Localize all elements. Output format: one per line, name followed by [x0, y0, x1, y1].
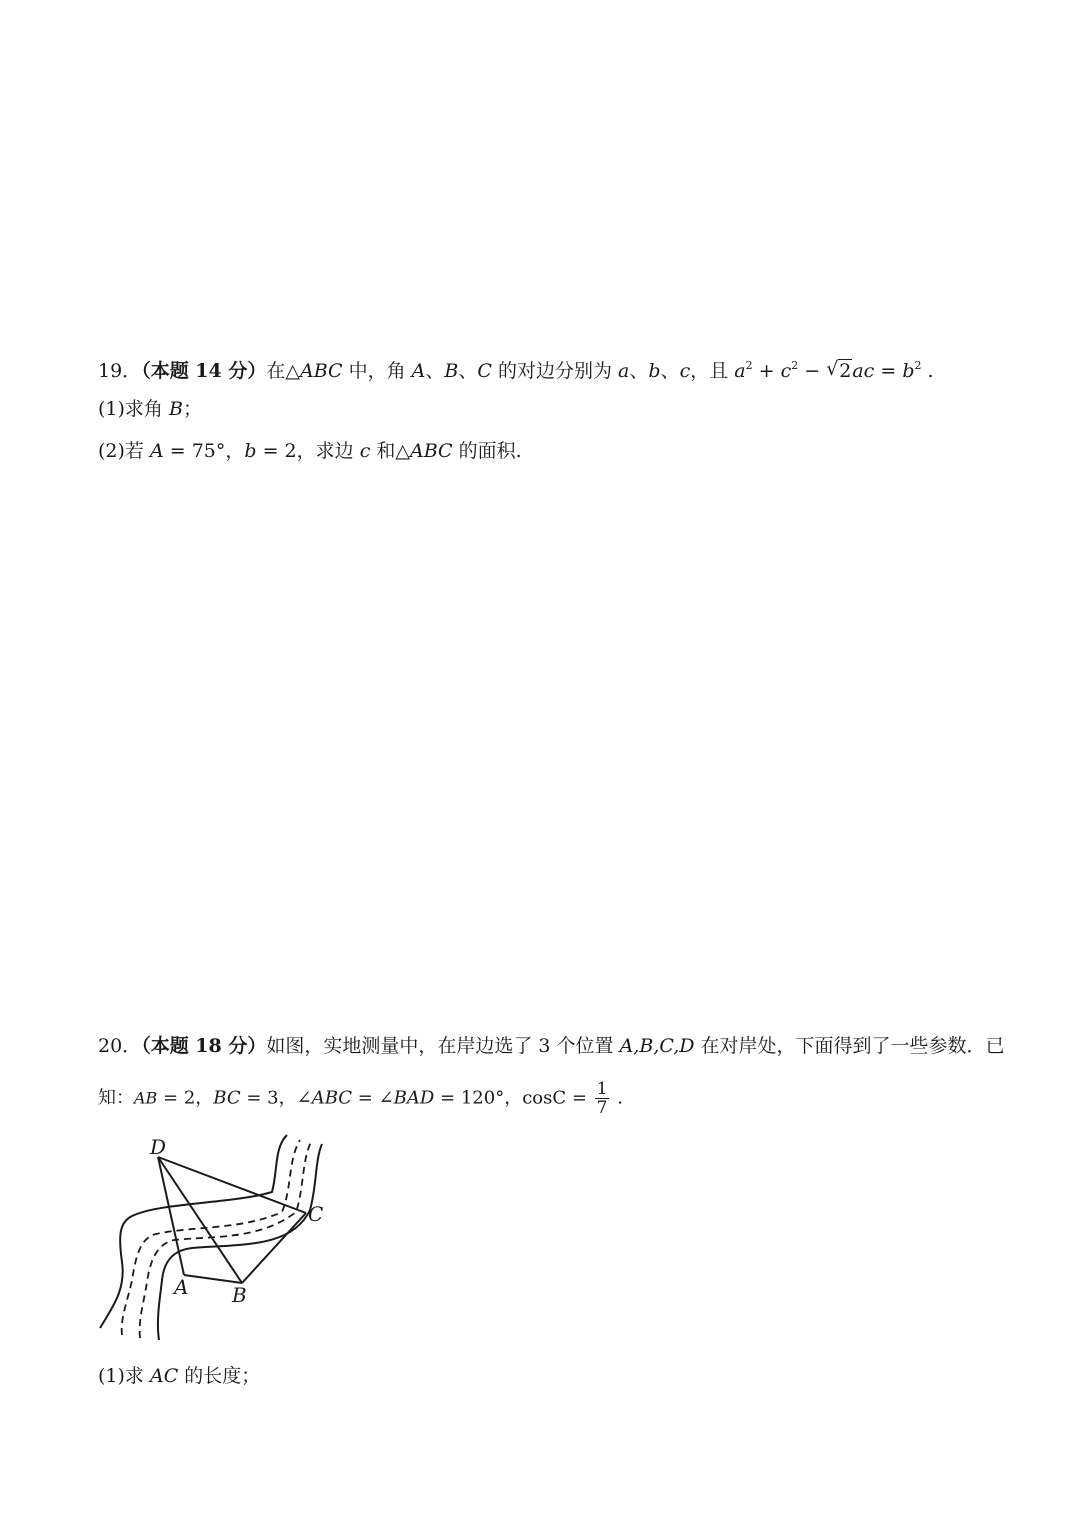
label-B: B: [232, 1283, 247, 1307]
label-D: D: [150, 1135, 167, 1159]
q19-header: （本题 14 分）: [141, 360, 267, 382]
q20-statement-line1: 20．（本题 18 分）如图，实地测量中，在岸边选了 3 个位置 A,B,C,D 在对岸处，下面得到了一些参数．已: [98, 1035, 1005, 1057]
fraction-one-seventh: $\frac{1}{7}$: [596, 1079, 608, 1118]
river-survey-figure: [92, 1130, 342, 1345]
sqrt-symbol: √ 2: [826, 358, 852, 384]
q19-statement: 19．（本题 14 分）在△ABC 中，角 A、B、C 的对边分别为 a、b、c，且 $a^2 + c^2$ − √ $2ac = b^2$ .: [98, 353, 934, 384]
q20-number: 20．: [98, 1035, 142, 1057]
q19-number: 19．: [98, 360, 142, 382]
segment-AB: [184, 1275, 242, 1283]
q20-part1: (1)求 AC 的长度；: [98, 1365, 261, 1387]
q19-part2: (2)若 A = 75°，b = 2，求边 c 和△ABC 的面积.: [98, 440, 522, 462]
q19-part1: (1)求角 B；: [98, 398, 202, 420]
q20-statement-line2: 知：AB = 2，BC = 3，∠ABC = ∠BAD = 120°，cosC = $\frac{1}{7}$ .: [98, 1079, 623, 1118]
label-A: A: [174, 1275, 189, 1299]
river-bank-lower: [158, 1144, 322, 1340]
segment-DB: [158, 1157, 242, 1283]
label-C: C: [308, 1202, 324, 1226]
q19-equation: $a^2 + c^2$ − √ $2ac = b^2$ .: [734, 360, 933, 382]
q20-header: （本题 18 分）: [141, 1035, 267, 1057]
river-dashed-line-2: [140, 1142, 311, 1338]
segment-BC: [242, 1213, 306, 1283]
